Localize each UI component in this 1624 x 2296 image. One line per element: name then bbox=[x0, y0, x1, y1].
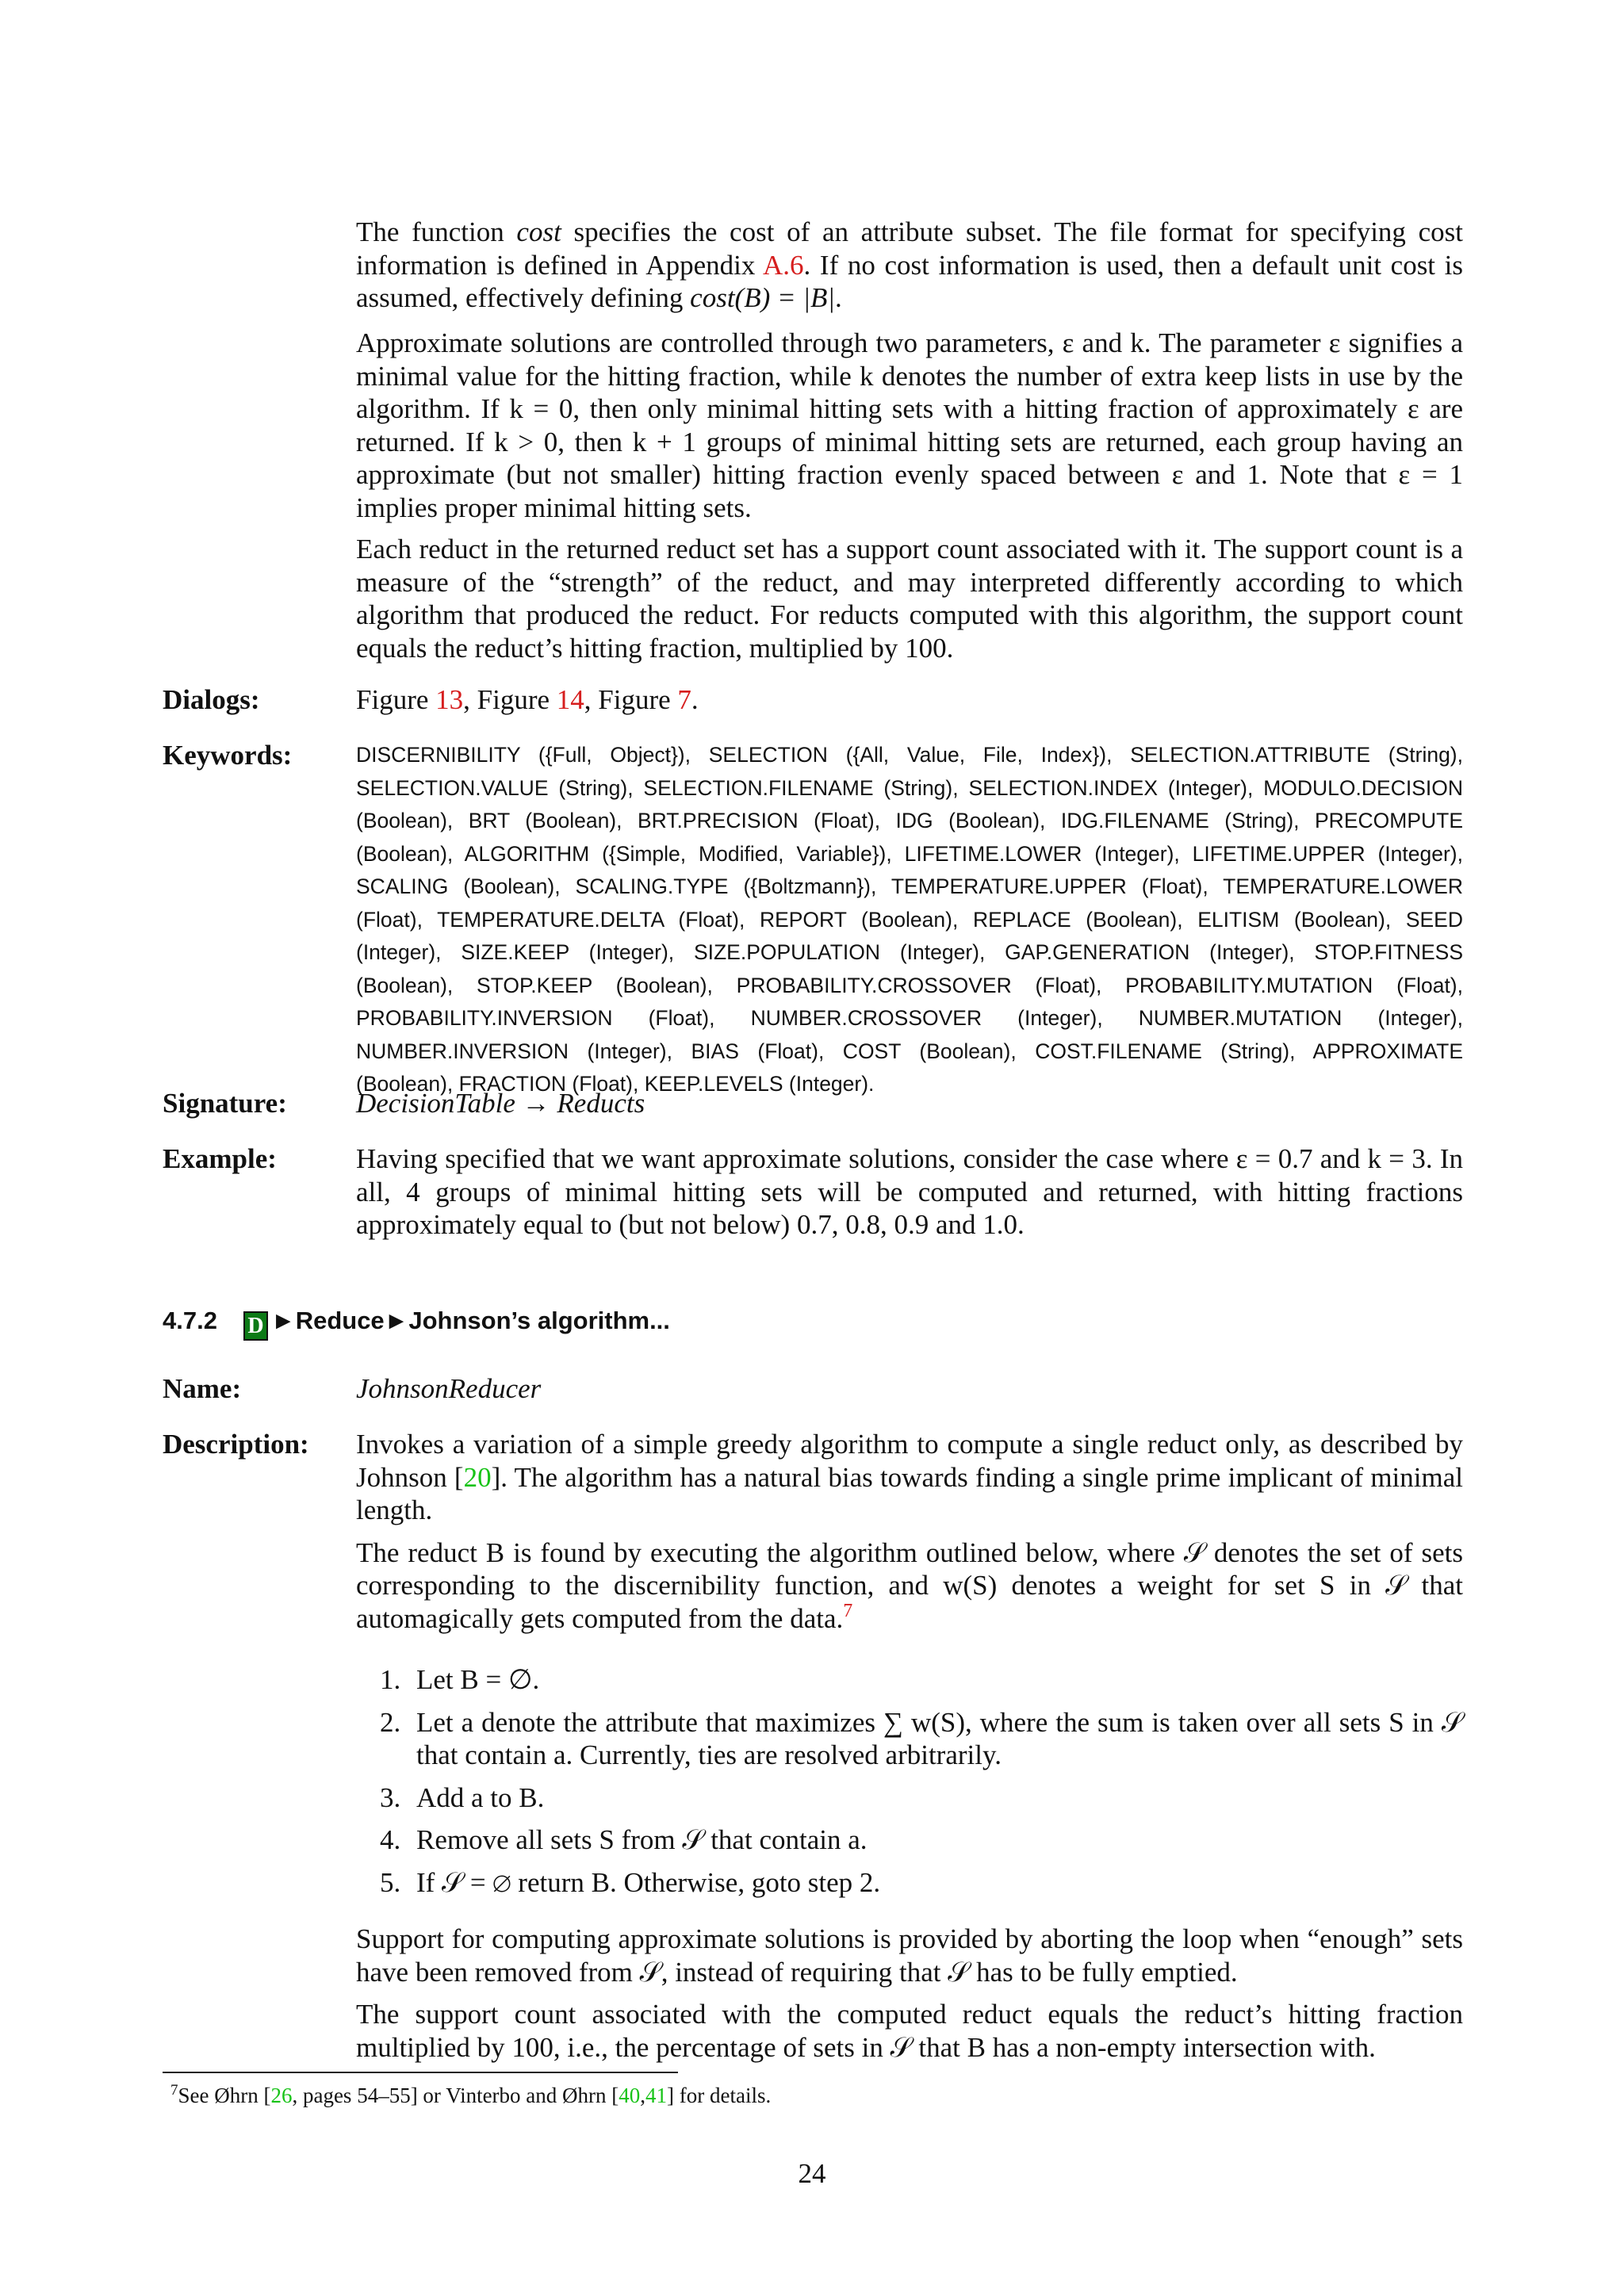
support-paragraph: Each reduct in the returned reduct set has a support count associated with it. The support count is a measure of the “strength” of the reduct, and may interpreted differently according to which algorithm that produced the reduct. For reducts computed with this algorithm, the support count equals the reduct’s hitting fraction, multiplied by 100. bbox=[356, 534, 1463, 664]
name-value: JohnsonReducer bbox=[356, 1373, 542, 1404]
text: . If no cost information is used, then a default unit cost is assumed, effectively defining bbox=[356, 249, 1463, 313]
signature-value: DecisionTable → Reducts bbox=[356, 1088, 645, 1119]
name-label: Name: bbox=[163, 1373, 242, 1404]
citation-link[interactable]: 20 bbox=[463, 1461, 492, 1493]
dialogs-value: Figure 13, Figure 14, Figure 7. bbox=[356, 684, 699, 715]
citation-link[interactable]: 40 bbox=[619, 2084, 641, 2107]
description-content bbox=[356, 1428, 1463, 2064]
cost-term: cost bbox=[516, 216, 561, 247]
menu-arrow-icon: ► bbox=[271, 1307, 296, 1334]
menu-arrow-icon: ► bbox=[384, 1307, 409, 1334]
text: . bbox=[834, 282, 842, 313]
page-number: 24 bbox=[798, 2158, 826, 2189]
text: specifies the cost of an attribute subset. The file format for specifying cost information is defined in Appendix bbox=[356, 216, 1463, 281]
cost-formula: cost(B) = |B| bbox=[690, 282, 835, 313]
example-label: Example: bbox=[163, 1143, 277, 1174]
keywords-label: Keywords: bbox=[163, 740, 293, 771]
example-text: Having specified that we want approximate solutions, consider the case where ε = 0.7 and k = 3. In all, 4 groups of minimal hitting sets will be computed and returned, with hitting fractions approximately equal to (but not below) 0.7, 0.8, 0.9 and 1.0. bbox=[356, 1143, 1463, 1240]
text: The function bbox=[356, 216, 517, 247]
figure-link[interactable]: 13 bbox=[435, 684, 464, 715]
menu-name: Reduce bbox=[295, 1307, 385, 1334]
figure-link[interactable]: 14 bbox=[556, 684, 584, 715]
footnote-mark: 7 bbox=[170, 2082, 178, 2099]
algorithm-steps bbox=[356, 1663, 1463, 1899]
description-label: Description: bbox=[163, 1429, 309, 1460]
appendix-link[interactable]: A.6 bbox=[763, 249, 804, 281]
list-item: 2. Let a denote the attribute that maximizes ∑ w(S), where the sum is taken over all sets S in 𝒮 that contain a. Currently, ties are resolved arbitrarily. bbox=[380, 1706, 1463, 1770]
description-paragraph: Support for computing approximate solutions is provided by aborting the loop when “enough” sets have been removed from 𝒮, instead of requiring that 𝒮 has to be fully emptied. bbox=[356, 1923, 1463, 1988]
section-heading bbox=[163, 1305, 670, 1341]
footnote-divider bbox=[163, 2072, 678, 2073]
signature-label: Signature: bbox=[163, 1088, 287, 1119]
list-item: 3. Add a to B. bbox=[380, 1781, 545, 1813]
citation-link[interactable]: 41 bbox=[645, 2084, 668, 2107]
cost-paragraph bbox=[356, 216, 1463, 315]
footnote-link[interactable]: 7 bbox=[843, 1600, 853, 1621]
dialogs-label: Dialogs: bbox=[163, 684, 260, 715]
description-paragraph: Invokes a variation of a simple greedy algorithm to compute a single reduct only, as described by Johnson [20]. The algorithm has a natural bias towards finding a single prime implicant of minimal length. bbox=[356, 1429, 1463, 1525]
list-item: 5. If 𝒮 = ∅ return B. Otherwise, goto step 2. bbox=[380, 1866, 881, 1898]
list-item: 4. Remove all sets S from 𝒮 that contain a. bbox=[380, 1824, 868, 1855]
description-paragraph: The support count associated with the computed reduct equals the reduct’s hitting fraction multiplied by 100, i.e., the percentage of sets in 𝒮 that B has a non-empty intersection with. bbox=[356, 1999, 1463, 2063]
keywords-value: DISCERNIBILITY ({Full, Object}), SELECTION ({All, Value, File, Index}), SELECTION.ATTRIBUTE (String), SELECTION.VALUE (String), SELECTION.FILENAME (String), SELECTION.INDEX (Integer), MODULO.DECISION (Boolean), BRT (Boolean), BRT.PRECISION (Float), IDG (Boolean), IDG.FILENAME (String), PRECOMPUTE (Boolean), ALGORITHM ({Simple, Modified, Variable}), LIFETIME.LOWER (Integer), LIFETIME.UPPER (Integer), SCALING (Boolean), SCALING.TYPE ({Boltzmann}), TEMPERATURE.UPPER (Float), TEMPERATURE.LOWER (Float), TEMPERATURE.DELTA (Float), REPORT (Boolean), REPLACE (Boolean), ELITISM (Boolean), SEED (Integer), SIZE.KEEP (Integer), SIZE.POPULATION (Integer), GAP.GENERATION (Integer), STOP.FITNESS (Boolean), STOP.KEEP (Boolean), PROBABILITY.CROSSOVER (Float), PROBABILITY.MUTATION (Float), PROBABILITY.INVERSION (Float), NUMBER.CROSSOVER (Integer), NUMBER.MUTATION (Integer), NUMBER.INVERSION (Integer), BIAS (Float), COST (Boolean), COST.FILENAME (String), APPROXIMATE (Boolean), FRACTION (Float), KEEP.LEVELS (Integer). bbox=[356, 743, 1463, 1096]
menu-item-name: Johnson’s algorithm... bbox=[408, 1307, 670, 1334]
approximate-paragraph: Approximate solutions are controlled through two parameters, ε and k. The parameter ε signifies a minimal value for the hitting fraction, while k denotes the number of extra keep lists in use by the algorithm. If k = 0, then only minimal hitting sets with a hitting fraction of approximately ε are returned. If k > 0, then k + 1 groups of minimal hitting sets are returned, each group having an approximate (but not smaller) hitting fraction evenly spaced between ε and 1. Note that ε = 1 implies proper minimal hitting sets. bbox=[356, 327, 1463, 523]
description-paragraph: The reduct B is found by executing the algorithm outlined below, where 𝒮 denotes the set of sets corresponding to the discernibility function, and w(S) denotes a weight for set S in 𝒮 that automagically gets computed from the data.$^7$ bbox=[356, 1536, 1463, 1634]
figure-link[interactable]: 7 bbox=[677, 684, 691, 715]
dialog-icon: D bbox=[243, 1311, 268, 1341]
footnote: $^7$See Øhrn [26, pages 54–55] or Vinterbo and Øhrn [40,41] for details. bbox=[170, 2082, 772, 2107]
section-number: 4.7.2 bbox=[163, 1307, 217, 1334]
citation-link[interactable]: 26 bbox=[270, 2084, 293, 2107]
list-item: 1. Let B = ∅. bbox=[380, 1664, 540, 1695]
